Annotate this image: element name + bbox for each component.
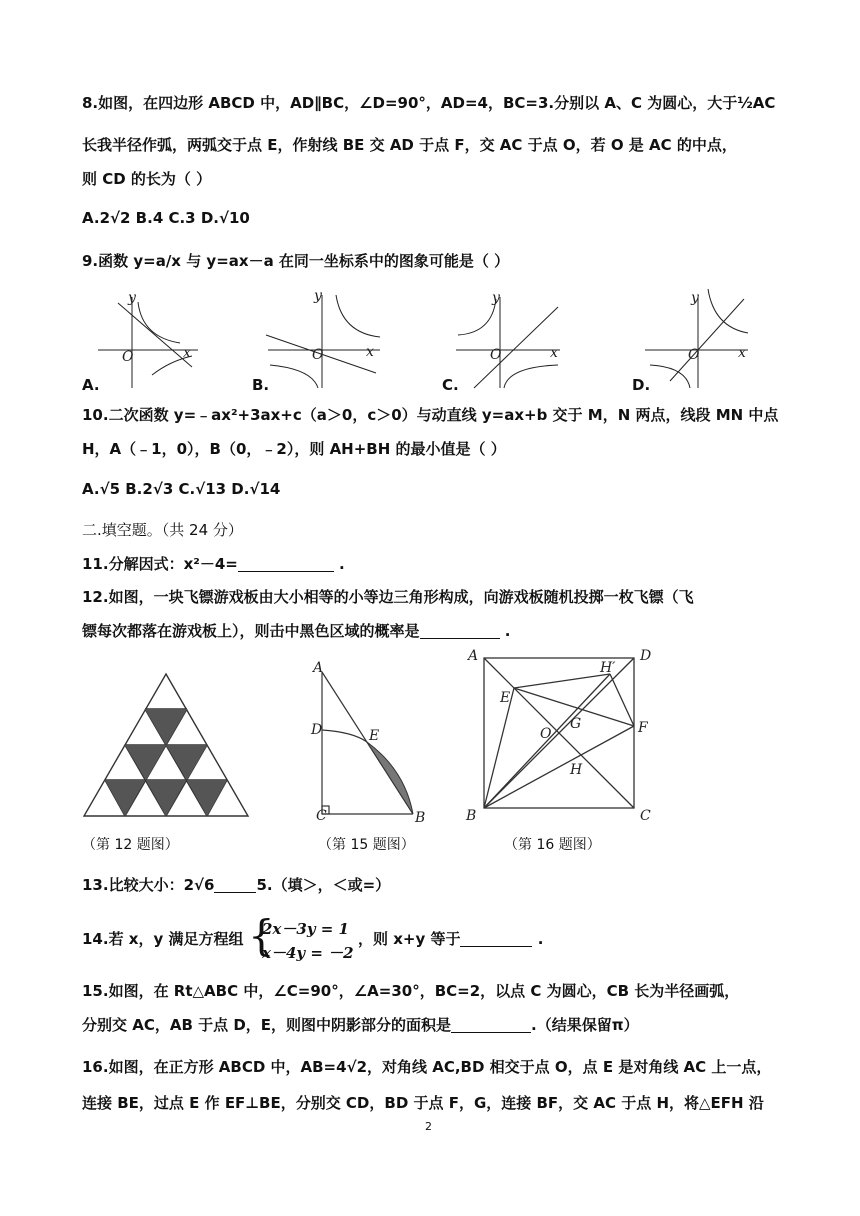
svg-text:B: B <box>466 808 477 824</box>
q9-label-b: B. <box>252 376 270 394</box>
q12-line1: 12.如图，一块飞镖游戏板由大小相等的小等边三角形构成，向游戏板随机投掷一枚飞镖（飞 <box>82 588 694 606</box>
q14-eq2: x－4y = －2 <box>262 944 354 962</box>
fig15-triangle <box>305 660 435 825</box>
svg-text:D: D <box>640 648 652 664</box>
q9-label-a: A. <box>82 376 100 394</box>
q8-options: A.2√2 B.4 C.3 D.√10 <box>82 209 250 227</box>
svg-text:C: C <box>640 808 651 824</box>
fig12-dartboard <box>80 668 255 818</box>
q10-line1: 10.二次函数 y=﹣ax²+3ax+c（a＞0，c＞0）与动直线 y=ax+b 交于 M，N 两点，线段 MN 中点 <box>82 406 779 424</box>
q8-line1: 8.如图，在四边形 ABCD 中，AD∥BC，∠D=90°，AD=4，BC=3.分别以 A、C 为圆心，大于½AC <box>82 94 776 112</box>
caption-12: （第 12 题图） <box>82 837 179 853</box>
svg-text:O: O <box>540 726 552 742</box>
q8-line2: 长我半径作弧，两弧交于点 E，作射线 BE 交 AD 于点 F，交 AC 于点 O，若 O 是 AC 的中点， <box>82 136 737 154</box>
svg-text:A: A <box>313 660 324 676</box>
caption-15: （第 15 题图） <box>318 837 415 853</box>
svg-text:H′: H′ <box>600 660 616 676</box>
svg-text:E: E <box>500 690 511 706</box>
q14-eq1: 2x－3y = 1 <box>262 920 349 938</box>
svg-text:D: D <box>311 722 323 738</box>
svg-text:x: x <box>738 345 746 361</box>
svg-text:O: O <box>490 347 502 363</box>
q9-label-d: D. <box>632 376 651 394</box>
svg-text:O: O <box>688 347 700 363</box>
page-number: 2 <box>425 1120 432 1133</box>
svg-text:O: O <box>312 347 324 363</box>
system-brace: { <box>248 911 275 960</box>
q14-pre: 14.若 x，y 满足方程组 <box>82 930 244 948</box>
q11: 11.分解因式：x²－4= . <box>82 555 345 573</box>
q9-stem: 9.函数 y=a/x 与 y=ax－a 在同一坐标系中的图象可能是（ ） <box>82 252 510 270</box>
q16-line2: 连接 BE，过点 E 作 EF⊥BE，分别交 CD，BD 于点 F，G，连接 BF，交 AC 于点 H，将△EFH 沿 <box>82 1094 764 1112</box>
q14-post: ，则 x+y 等于 . <box>358 930 544 948</box>
q15-line1: 15.如图，在 Rt△ABC 中，∠C=90°，∠A=30°，BC=2，以点 C 为圆心，CB 长为半径画弧， <box>82 982 740 1000</box>
q8-line3: 则 CD 的长为（ ） <box>82 170 212 188</box>
section-title: 二.填空题。（共 24 分） <box>82 521 243 539</box>
svg-text:A: A <box>468 648 479 664</box>
svg-text:y: y <box>492 290 500 306</box>
q9-graphs <box>80 285 780 393</box>
svg-text:O: O <box>122 349 134 365</box>
svg-text:E: E <box>369 728 380 744</box>
q13: 13.比较大小：2√6 5.（填＞，＜或=） <box>82 876 391 894</box>
q12-line2: 镖每次都落在游戏板上），则击中黑色区域的概率是 . <box>82 622 511 640</box>
q15-line2: 分别交 AC，AB 于点 D，E，则图中阴影部分的面积是 .（结果保留π） <box>82 1016 639 1034</box>
svg-text:B: B <box>415 810 426 825</box>
caption-16: （第 16 题图） <box>504 837 601 853</box>
q10-options: A.√5 B.2√3 C.√13 D.√14 <box>82 480 281 498</box>
svg-text:x: x <box>183 345 191 361</box>
svg-text:y: y <box>691 290 699 306</box>
svg-text:H: H <box>570 762 583 778</box>
svg-text:G: G <box>570 716 582 732</box>
svg-text:C: C <box>316 808 327 824</box>
svg-text:y: y <box>314 288 322 304</box>
fig16-square <box>460 646 660 826</box>
svg-text:F: F <box>638 720 648 736</box>
svg-text:x: x <box>550 345 558 361</box>
q16-line1: 16.如图，在正方形 ABCD 中，AB=4√2，对角线 AC,BD 相交于点 O，点 E 是对角线 AC 上一点， <box>82 1058 772 1076</box>
svg-text:x: x <box>366 344 374 360</box>
q9-label-c: C. <box>442 376 459 394</box>
q10-line2: H，A（﹣1，0），B（0，﹣2），则 AH+BH 的最小值是（ ） <box>82 440 506 458</box>
svg-text:y: y <box>128 290 136 306</box>
